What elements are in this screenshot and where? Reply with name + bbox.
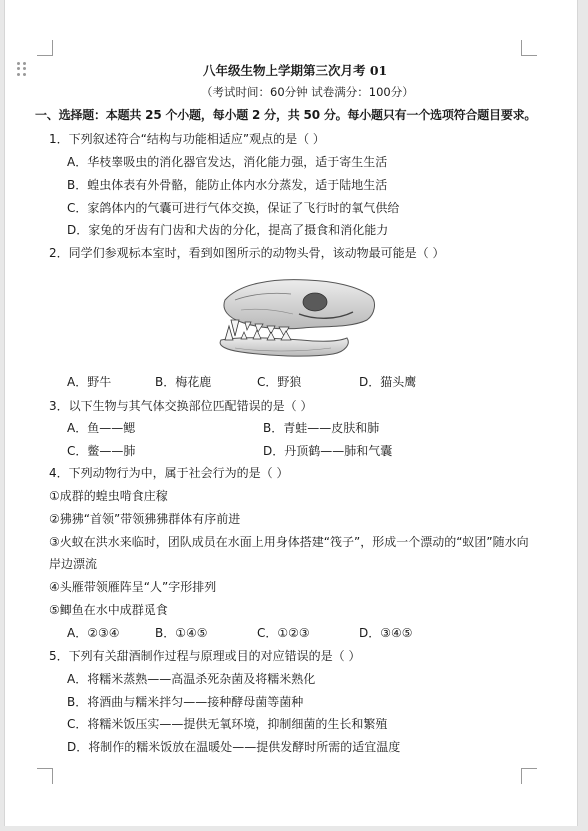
question-2-option-d: D．猫头鹰 [359, 375, 417, 389]
question-3-option-a: A．鱼——鳃 [67, 421, 136, 435]
question-2-option-b: B．梅花鹿 [155, 375, 212, 389]
question-1-stem: 1．下列叙述符合“结构与功能相适应”观点的是（ ） [49, 132, 325, 146]
question-4-item-3: ③火蚁在洪水来临时，团队成员在水面上用身体搭建“筏子”，形成一个漂动的“蚁团”随水向 [49, 535, 529, 549]
question-4-item-1: ①成群的蝗虫啃食庄稼 [49, 489, 168, 503]
question-1-option-a: A．华枝睾吸虫的消化器官发达，消化能力强，适于寄生生活 [67, 155, 388, 169]
question-4-item-4: ④头雁带领雁阵呈“人”字形排列 [49, 580, 217, 594]
question-2-option-c: C．野狼 [257, 375, 302, 389]
question-4-item-2: ②狒狒“首领”带领狒狒群体有序前进 [49, 512, 241, 526]
question-3-option-c: C．鳖——肺 [67, 444, 136, 458]
question-2-option-a: A．野牛 [67, 375, 112, 389]
question-4-option-a: A．②③④ [67, 626, 120, 640]
question-4-item-5: ⑤鲫鱼在水中成群觅食 [49, 603, 168, 617]
crop-mark-top-right [521, 40, 537, 56]
page-title: 八年级生物上学期第三次月考 01 [203, 63, 388, 78]
question-1-option-b: B．蝗虫体表有外骨骼，能防止体内水分蒸发，适于陆地生活 [67, 178, 388, 192]
drag-handle-icon[interactable] [17, 62, 27, 76]
question-1-option-c: C．家鸽体内的气囊可进行气体交换，保证了飞行时的氧气供给 [67, 201, 400, 215]
question-5-stem: 5．下列有关甜酒制作过程与原理或目的对应错误的是（ ） [49, 649, 361, 663]
page-subtitle: （考试时间：60分钟 试卷满分：100分） [201, 85, 414, 99]
crop-mark-top-left [37, 40, 53, 56]
section-heading: 一、选择题：本题共 25 个小题，每小题 2 分，共 50 分。每小题只有一个选项符合题目要求。 [35, 108, 537, 122]
question-4-stem: 4．下列动物行为中，属于社会行为的是（ ） [49, 466, 289, 480]
question-2-stem: 2．同学们参观标本室时，看到如图所示的动物头骨，该动物最可能是（ ） [49, 246, 445, 260]
question-4-item-3-continued: 岸边漂流 [49, 557, 98, 571]
question-5-option-b: B．将酒曲与糯米拌匀——接种酵母菌等菌种 [67, 695, 304, 709]
crop-mark-bottom-right [521, 768, 537, 784]
question-5-option-a: A．将糯米蒸熟——高温杀死杂菌及将糯米熟化 [67, 672, 316, 686]
question-4-option-d: D．③④⑤ [359, 626, 413, 640]
question-3-option-d: D．丹顶鹤——肺和气囊 [263, 444, 393, 458]
crop-mark-bottom-left [37, 768, 53, 784]
question-3-stem: 3．以下生物与其气体交换部位匹配错误的是（ ） [49, 399, 313, 413]
question-5-option-d: D．将制作的糯米饭放在温暖处——提供发酵时所需的适宜温度 [67, 740, 401, 754]
document-page [4, 0, 578, 826]
question-3-option-b: B．青蛙——皮肤和肺 [263, 421, 380, 435]
question-5-option-c: C．将糯米饭压实——提供无氧环境，抑制细菌的生长和繁殖 [67, 717, 388, 731]
question-4-option-c: C．①②③ [257, 626, 310, 640]
question-1-option-d: D．家兔的牙齿有门齿和犬齿的分化，提高了摄食和消化能力 [67, 223, 389, 237]
animal-skull-icon [211, 270, 381, 366]
question-4-option-b: B．①④⑤ [155, 626, 208, 640]
